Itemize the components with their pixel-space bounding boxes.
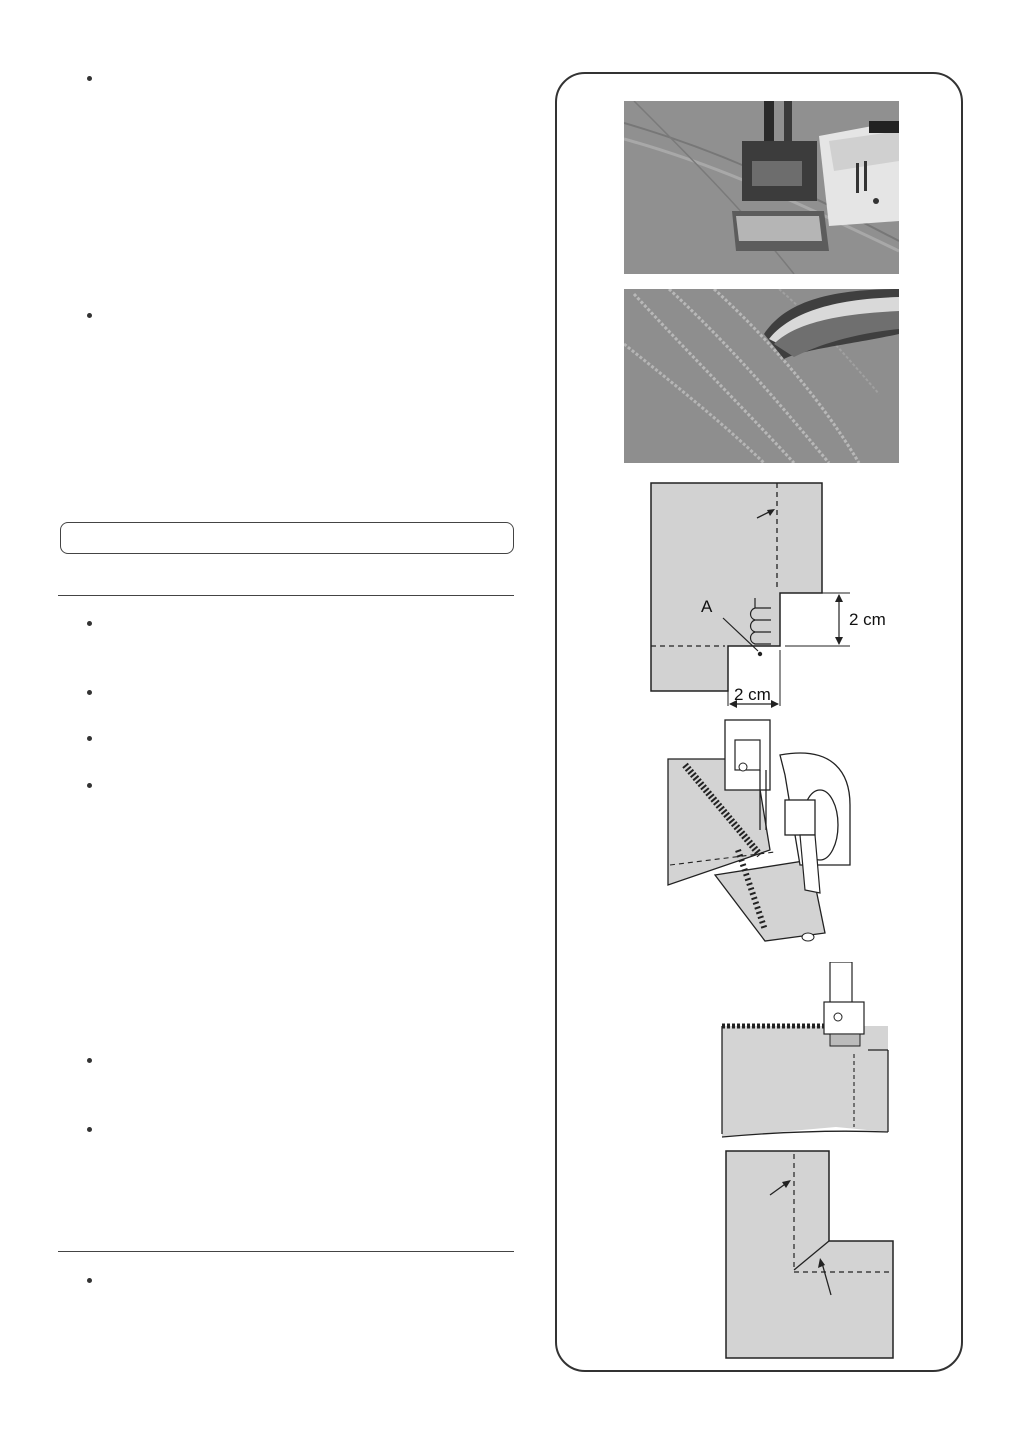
- photo-iron-pressing-seams: [624, 289, 899, 463]
- section-divider: [58, 1251, 514, 1252]
- bullet-marker: [86, 735, 94, 743]
- diagram-corner-notch: [645, 478, 905, 713]
- photo-serger-sewing-rows: [624, 101, 899, 274]
- section-heading-box: [60, 522, 514, 554]
- bullet-marker: [86, 620, 94, 628]
- label-a: A: [701, 597, 713, 616]
- section-divider: [58, 595, 514, 596]
- bullet-marker: [86, 75, 94, 83]
- bullet-marker: [86, 1126, 94, 1134]
- bullet-marker: [86, 312, 94, 320]
- bullet-marker: [86, 1277, 94, 1285]
- illustration-edge-finished: [718, 962, 890, 1142]
- diagram-corner-folded: [724, 1150, 896, 1360]
- bullet-marker: [86, 782, 94, 790]
- label-height: 2 cm: [849, 610, 886, 629]
- illustration-serging-corner: [660, 715, 860, 947]
- bullet-marker: [86, 1057, 94, 1065]
- bullet-marker: [86, 689, 94, 697]
- label-width: 2 cm: [734, 685, 771, 704]
